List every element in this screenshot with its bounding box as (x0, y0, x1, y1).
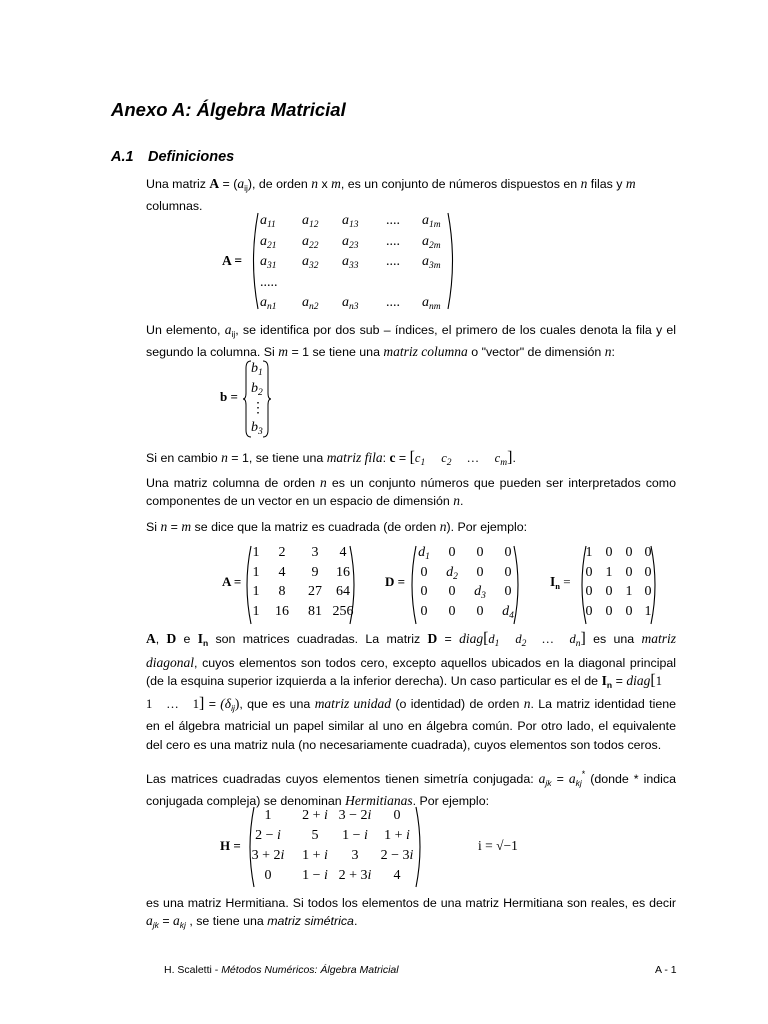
paragraph-column-vector: Una matriz columna de orden n es un conjunto números que pueden ser interpretados como componentes de un vector en un espacio de dimensión n. (146, 475, 676, 509)
matrix-entry: 256 (332, 603, 354, 619)
footer-citation: H. Scaletti - Métodos Numéricos: Álgebra Matricial (164, 964, 399, 976)
matrix-h-label: H = (220, 838, 241, 853)
matrix-entry: 0 (625, 545, 633, 560)
matrix-entry: 0 (605, 603, 613, 619)
matrix-entry: .... (386, 233, 400, 249)
matrix-entry: ⋮ (251, 401, 265, 416)
matrix-entry: $a_{33}$ (342, 254, 359, 271)
matrix-entry: $a_{22}$ (302, 233, 319, 251)
matrix-entry: $a_{31}$ (260, 254, 277, 271)
matrix-entry: 0 (644, 545, 652, 560)
matrix-entry: 4 (278, 564, 286, 580)
paragraph-symmetric: es una matriz Hermitiana. Si todos los elementos de una matriz Hermitiana son reales, es decir $a_{jk} = a_{kj}$ , se tiene una matriz simétrica. (146, 896, 676, 931)
section-number: A.1 (111, 149, 134, 165)
matrix-entry: 3 (311, 545, 319, 560)
matrix-entry: $d_3$ (474, 584, 486, 601)
paragraph-hermitian: Las matrices cuadradas cuyos elementos tienen simetría conjugada: $a_{jk} = a_{kj}^*$ (donde * indica conjugada compleja) se denominan Hermitianas. Por ejemplo: (146, 769, 677, 809)
matrix-entry: 1 (644, 603, 652, 619)
matrix-entry: 1 + i (384, 828, 410, 843)
matrix-entry: $a_{3m}$ (422, 254, 441, 271)
matrix-entry: $a_{32}$ (302, 254, 319, 271)
matrix-a-label: A = (222, 253, 243, 268)
matrix-entry: 2 + i (302, 808, 328, 823)
matrix-entry: 0 (420, 564, 428, 580)
matrix-entry: 27 (308, 584, 322, 599)
matrix-entry: 0 (585, 564, 593, 580)
matrix-entry: $a_{21}$ (260, 233, 277, 251)
matrix-entry: $a_{13}$ (342, 213, 359, 230)
matrix-entry: $d_2$ (446, 564, 458, 582)
matrix-entry: 1 − i (302, 868, 328, 883)
matrix-entry: 81 (308, 603, 322, 619)
matrix-entry: 1 (252, 564, 260, 580)
matrix-entry: 0 (625, 564, 633, 580)
matrix-entry: ..... (260, 274, 278, 290)
matrix-entry: 3 − 2i (338, 808, 372, 823)
matrix-entry: 0 (448, 603, 456, 619)
paragraph-matrix-definition: Una matriz $A = (a_{ij})$, de orden n x m, es un conjunto de números dispuestos en n filas y m columnas. (146, 176, 636, 214)
matrix-entry: 0 (644, 564, 652, 580)
matrix-entry: 2 (278, 545, 286, 560)
matrix-entry: $d_1$ (418, 545, 430, 562)
matrix-entry: 1 (252, 584, 260, 599)
matrix-entry: 0 (585, 584, 593, 599)
matrix-entry: .... (386, 254, 400, 269)
matrix-entry: $b_3$ (251, 419, 263, 437)
matrix-entry: 64 (336, 584, 350, 599)
matrix-entry: 2 − i (255, 828, 281, 843)
paragraph-element-definition: Un elemento, $a_{ij}$, se identifica por dos sub – índices, el primero de los cuales denota la fila y el segundo la columna. Si m = 1 se tiene una matriz columna o "vector" de dimensión n: (146, 322, 677, 360)
matrix-entry: 1 (625, 584, 633, 599)
matrix-entry: 0 (605, 584, 613, 599)
matrix-entry: 0 (476, 545, 484, 560)
matrix-entry: 0 (448, 584, 456, 599)
page-title: Anexo A: Álgebra Matricial (111, 99, 346, 120)
matrix-entry: $a_{n1}$ (260, 295, 277, 312)
matrix-entry: 16 (336, 564, 350, 580)
matrix-entry: 4 (339, 545, 347, 560)
matrix-entry: 0 (585, 603, 593, 619)
matrix-entry: 0 (476, 603, 484, 619)
sq-a-label: A = (222, 574, 242, 589)
matrix-entry: 0 (504, 545, 512, 560)
matrix-entry: $a_{n2}$ (302, 295, 319, 312)
matrix-entry: 1 (585, 545, 593, 560)
matrix-entry: 8 (278, 584, 286, 599)
matrix-entry: 2 − 3i (380, 848, 414, 863)
matrix-entry: 1 (605, 564, 613, 580)
matrix-entry: 0 (420, 584, 428, 599)
matrix-entry: 0 (644, 584, 652, 599)
matrix-entry: 0 (476, 564, 484, 580)
matrix-entry: 0 (605, 545, 613, 560)
matrix-entry: 9 (311, 564, 319, 580)
sq-i-label: $I_n$ = (550, 574, 571, 591)
matrix-entry: 0 (504, 564, 512, 580)
matrix-entry: 0 (625, 603, 633, 619)
paragraph-square-matrix: Si n = m se dice que la matriz es cuadrada (de orden n). Por ejemplo: (146, 519, 528, 534)
matrix-entry: $a_{2m}$ (422, 233, 441, 251)
sq-d-label: D = (385, 574, 406, 589)
paragraph-diagonal-identity: A, D e $I_n$ son matrices cuadradas. La matriz $D = diag[d_1$ $d_2$ … $d_n$] es una matriz diagonal, cuyos elementos son todos cero, excepto aquellos ubicados en la diagonal principal (de la esquina superior izquierda a la inferior derecha). Un caso particular es el de $I_n$ = diag[11 … $1] = (\delta_{ij})$, que es una matriz unidad (o identidad) de orden n. La matriz identidad tiene en el álgebra matricial un papel similar al uno en álgebra común. Por otro lado, el equivalente del cero es una matriz nula (no necesariamente cuadrada), cuyos elementos son todos ceros. (146, 630, 677, 752)
matrix-entry: 2 + 3i (338, 868, 372, 883)
matrix-entry: 1 (264, 808, 272, 823)
matrix-entry: $a_{nm}$ (422, 295, 441, 312)
matrix-entry: $b_1$ (251, 361, 263, 378)
matrix-entry: $a_{11}$ (260, 213, 276, 230)
matrix-entry: $a_{1m}$ (422, 213, 441, 230)
matrix-entry: 3 + 2i (251, 848, 285, 863)
matrix-entry: 1 (252, 603, 260, 619)
matrix-entry: .... (386, 295, 400, 310)
matrix-entry: $a_{23}$ (342, 233, 359, 251)
matrix-entry: 0 (264, 868, 272, 883)
matrix-entry: 0 (504, 584, 512, 599)
imaginary-unit-definition: i = √−1 (478, 838, 518, 853)
matrix-entry: 0 (420, 603, 428, 619)
matrix-entry: $a_{n3}$ (342, 295, 359, 312)
page-number: A - 1 (655, 964, 677, 976)
matrix-entry: 0 (393, 808, 401, 823)
matrix-entry: $a_{12}$ (302, 213, 319, 230)
matrix-entry: 0 (448, 545, 456, 560)
matrix-entry: 1 (252, 545, 260, 560)
paragraph-row-matrix: Si en cambio n = 1, se tiene una matriz fila: $c = [c_1$ $c_2$ … $c_m$]. (146, 449, 516, 468)
matrix-entry: 1 + i (302, 848, 328, 863)
matrix-entry: $d_4$ (502, 603, 514, 621)
matrix-entry: $b_2$ (251, 380, 263, 398)
vector-b-label: b = (220, 389, 238, 404)
matrix-entry: .... (386, 213, 400, 228)
matrix-entry: 4 (393, 868, 401, 883)
matrix-entry: 5 (311, 828, 319, 843)
matrix-entry: 3 (351, 848, 359, 863)
matrix-entry: 16 (275, 603, 289, 619)
matrix-entry: 1 − i (342, 828, 368, 843)
section-title: Definiciones (148, 149, 235, 165)
